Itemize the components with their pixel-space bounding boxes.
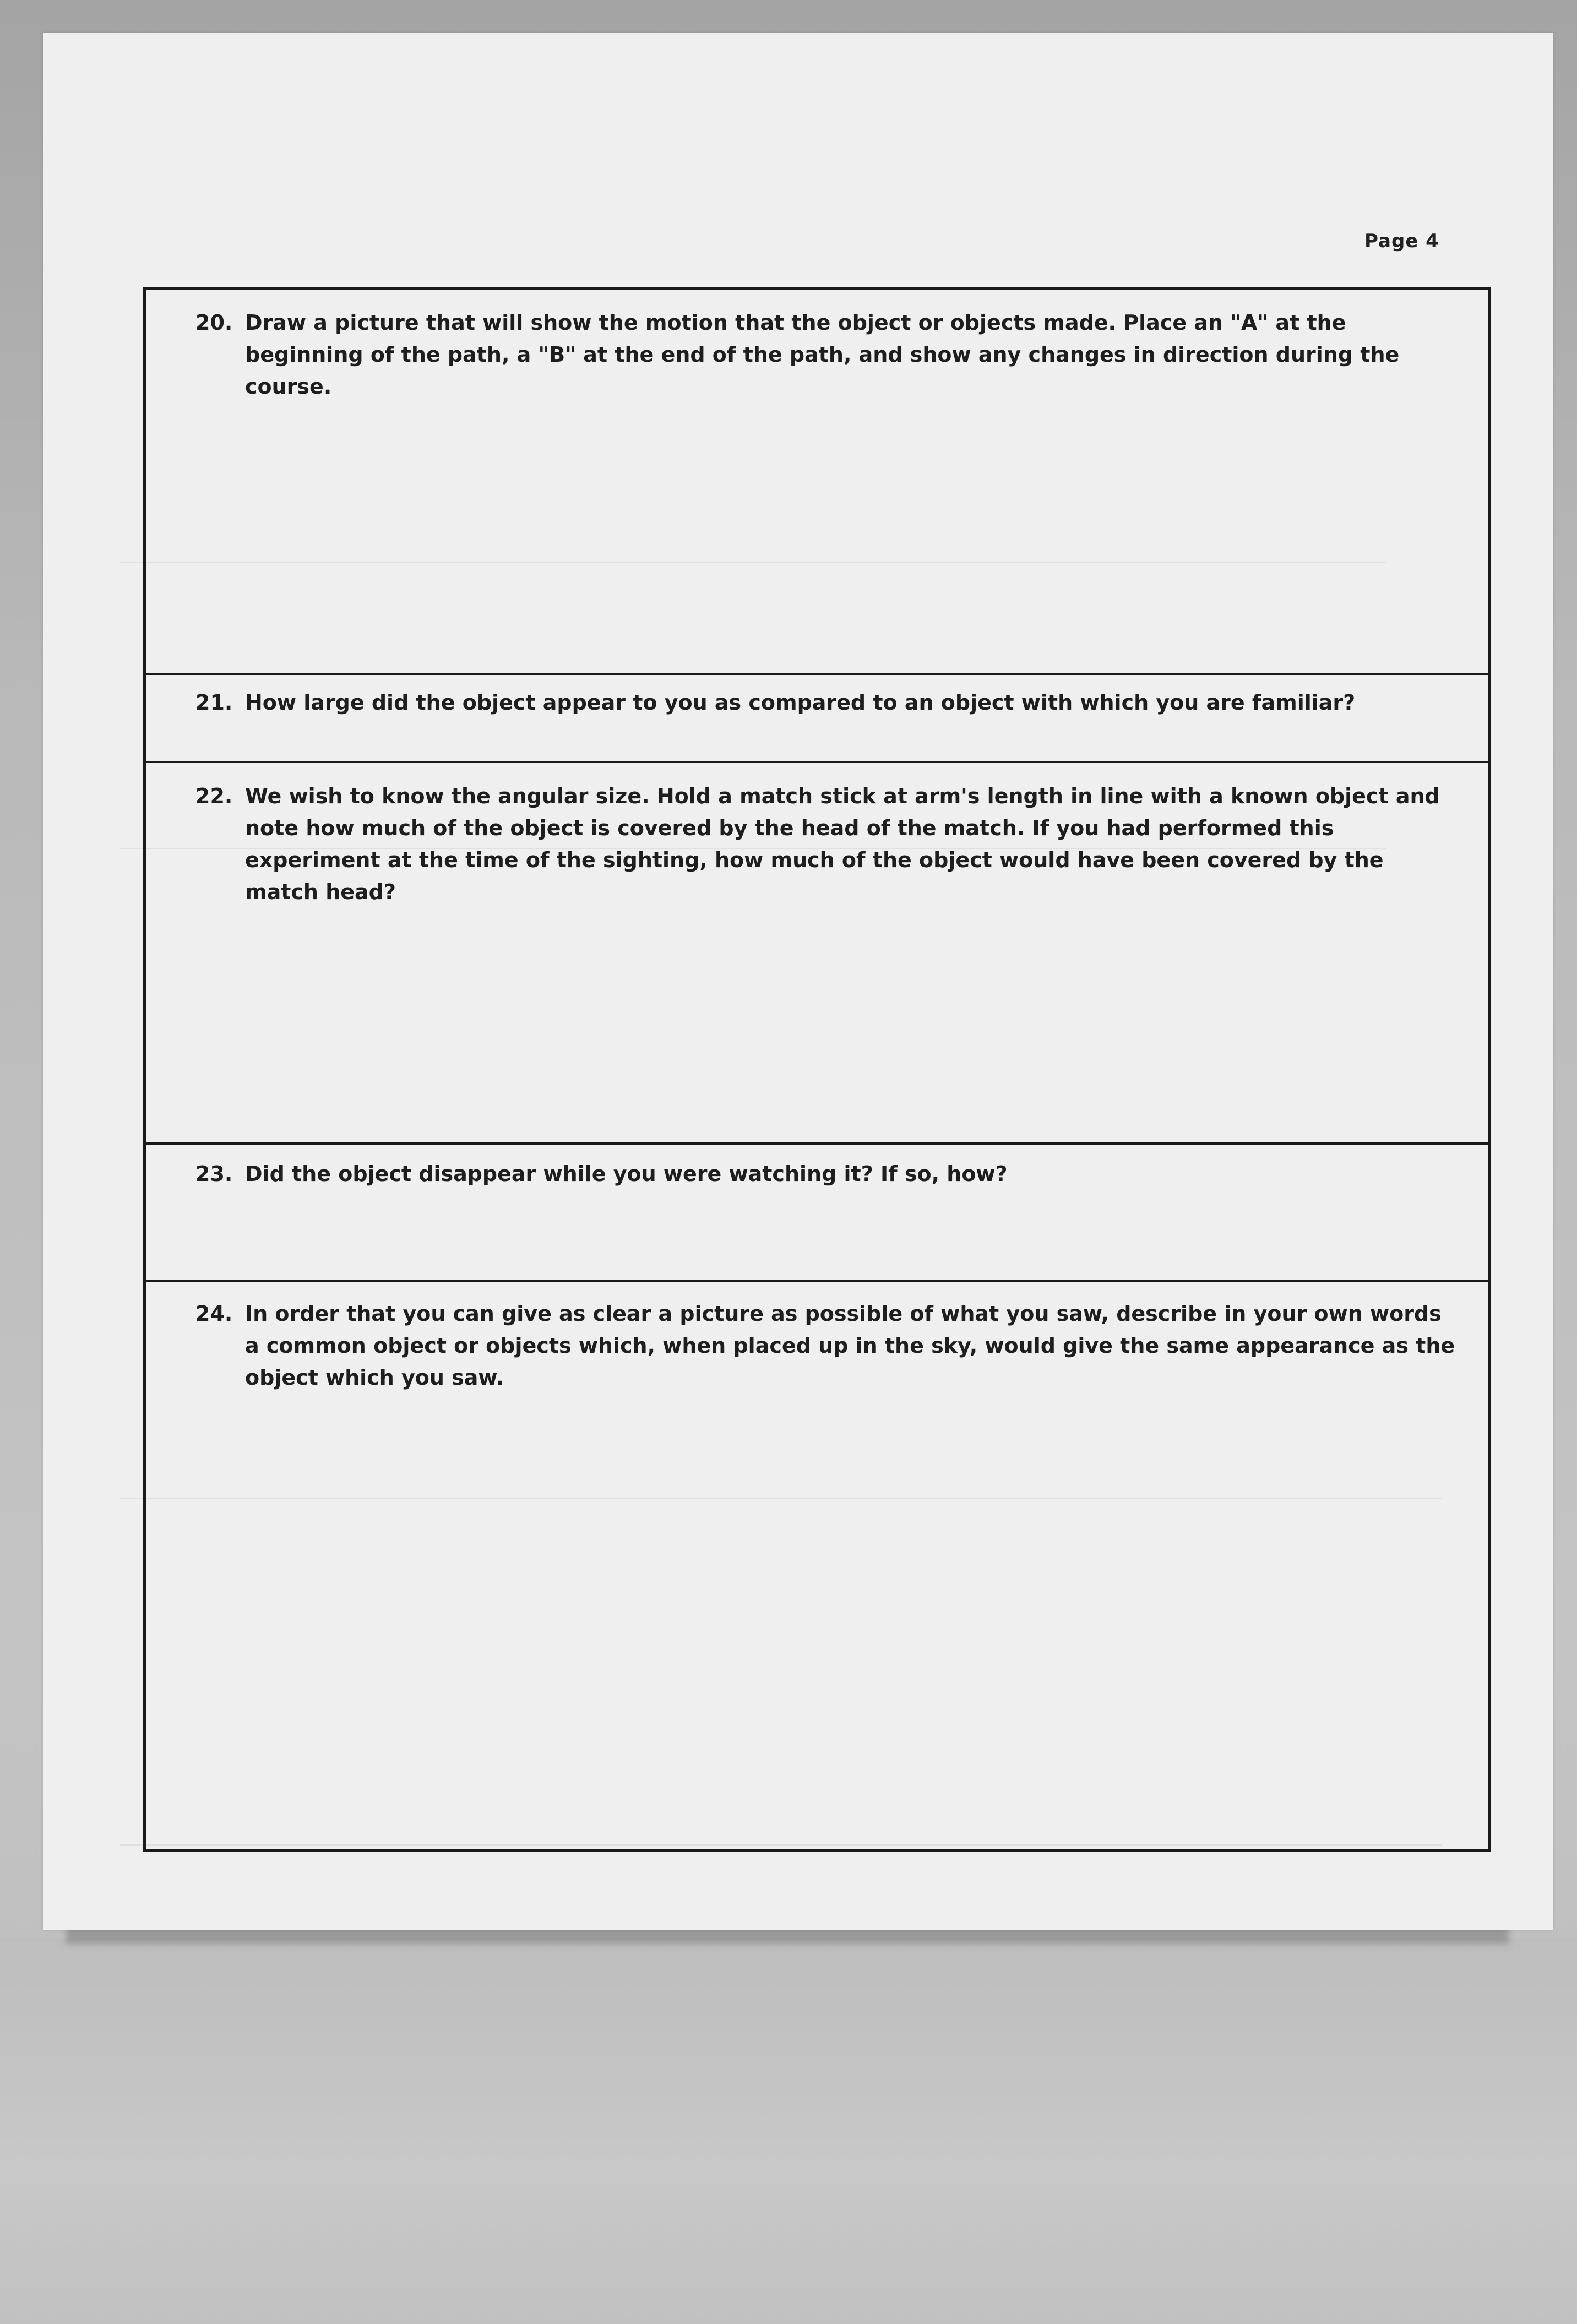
questions-frame <box>143 287 1491 1852</box>
question-text: How large did the object appear to you as compared to an object with which you are familiar? <box>245 690 1356 715</box>
scan-background-lower <box>0 1938 1577 2324</box>
section-divider <box>146 761 1488 763</box>
question-number: 24. <box>195 1302 233 1326</box>
page-number: Page 4 <box>1364 230 1439 252</box>
form-page <box>43 33 1553 1930</box>
question-number: 21. <box>195 690 233 715</box>
answer-area-24[interactable] <box>146 1397 1488 1837</box>
answer-area-23[interactable] <box>146 1193 1488 1276</box>
question-number: 22. <box>195 784 233 808</box>
section-divider <box>146 673 1488 675</box>
question-21 <box>195 687 1462 719</box>
answer-area-22[interactable] <box>146 879 1488 1138</box>
answer-area-21[interactable] <box>146 722 1488 755</box>
section-divider <box>146 1280 1488 1282</box>
question-text: We wish to know the angular size. Hold a match stick at arm's length in line with a known object and note how much of the object is covered by the head of the match. If you had performed this experiment at the time of the sighting, how much of the object would have been covered by the match head? <box>245 784 1440 904</box>
question-24 <box>195 1298 1462 1394</box>
question-23 <box>195 1158 1462 1190</box>
question-text: Draw a picture that will show the motion that the object or objects made. Place an "A" at the beginning of the path, a "B" at the end of the path, and show any changes in direction during the course. <box>245 311 1400 399</box>
question-text: In order that you can give as clear a picture as possible of what you saw, describe in your own words a common object or objects which, when placed up in the sky, would give the same appearance as the object which you saw. <box>245 1302 1455 1390</box>
question-number: 20. <box>195 311 233 335</box>
question-number: 23. <box>195 1162 233 1186</box>
section-divider <box>146 1142 1488 1145</box>
question-text: Did the object disappear while you were watching it? If so, how? <box>245 1162 1008 1186</box>
